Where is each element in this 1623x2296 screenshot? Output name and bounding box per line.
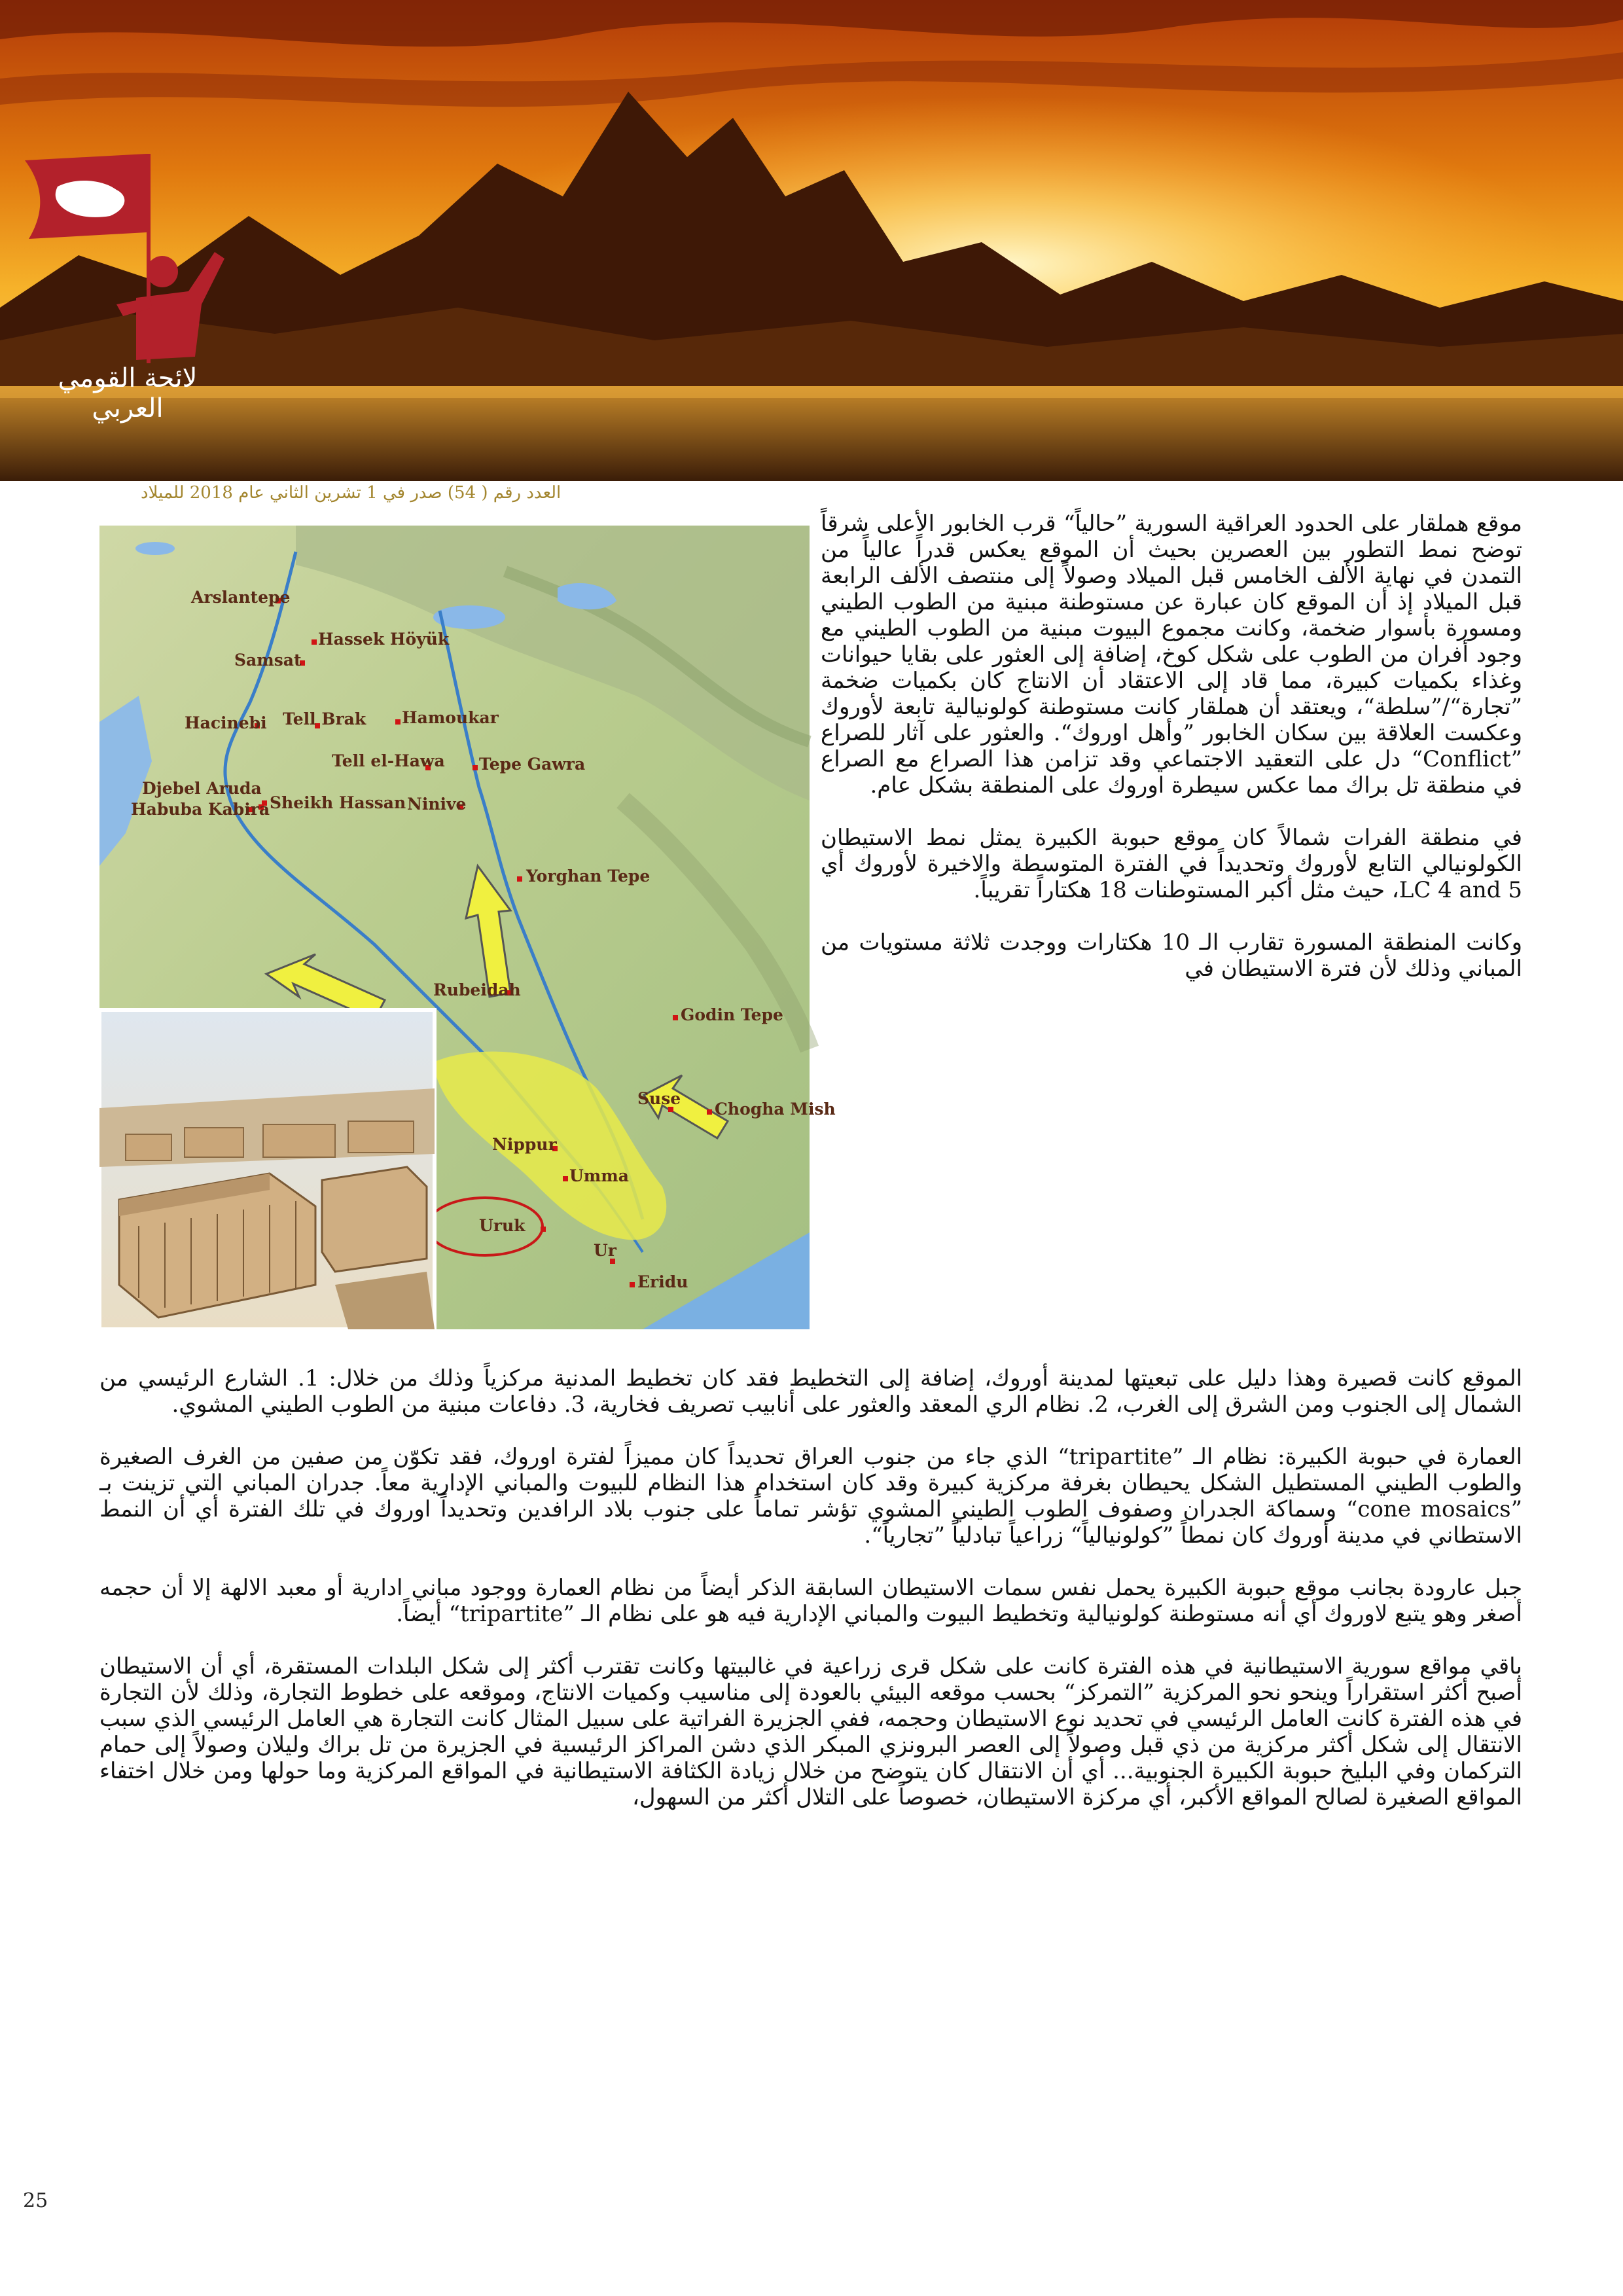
- paragraph: الموقع كانت قصيرة وهذا دليل على تبعيتها لمدينة أوروك، إضافة إلى التخطيط فقد كان تخطيط المدنية مركزياً وذلك من خلال: 1. الشارع الرئيسي من الشمال إلى الجنوب ومن الشرق إلى الغرب، 2. نظام الري المعقد والعثور على أنابيب تصريف فخارية، 3. دفاعات مبنية من الطوب الطيني المشوي.: [99, 1365, 1523, 1418]
- map-label: Sheikh Hassan: [270, 793, 406, 812]
- paragraph: العمارة في حبوبة الكبيرة: نظام الـ ”tripartite“ الذي جاء من جنوب العراق تحديداً كان مميزاً لفترة اوروك، فقد تكوّن من صفين من الغرف الصغيرة والطوب الطيني المستطيل الشكل يحيطان بغرفة مركزية كبيرة وقد كان استخدام هذا النظام للبيوت والمباني الإدارية معاً. جدران المباني التي تزينت بـ ”cone mosaics“ وسماكة الجدران وصفوف الطوب الطيني المشوي تؤشر تماماً على جنوب بلاد الرافدين وتحديداً اوروك في تلك الفترة أي أن النمط الاستطاني في مدينة أوروك كان نمطاً ”كولونيالياً“ زراعياً تبادلياً ”تجارياً“.: [99, 1444, 1523, 1549]
- map-label: Djebel Aruda: [142, 779, 262, 798]
- map-label: Umma: [569, 1166, 629, 1185]
- map-label: Samsat: [234, 651, 302, 670]
- article-full-width: [99, 1365, 1522, 1837]
- map-label: Habuba Kabira: [131, 800, 270, 819]
- map-label: Eridu: [637, 1272, 688, 1291]
- map-label: Uruk: [479, 1216, 526, 1235]
- page-number: 25: [23, 2189, 48, 2212]
- header-banner: [0, 0, 1623, 481]
- map-label: Hamoukar: [402, 708, 499, 727]
- map-label: Hacinebi: [185, 713, 267, 732]
- map-label: Tell Brak: [283, 709, 366, 728]
- map-label: Ur: [594, 1241, 616, 1260]
- paragraph: جبل عارودة بجانب موقع حبوبة الكبيرة يحمل نفس سمات الاستيطان السابقة الذكر أيضاً من نظام العمارة ووجود مباني ادارية أو معبد الالهة إلا أن حجمه أصغر وهو يتبع لاوروك أي أنه مستوطنة كولونيالية وتخطيط البيوت والمباني الإدارية فيه هو على نظام الـ ”tripartite“ أيضاً.: [99, 1575, 1522, 1627]
- map-label: Chogha Mish: [715, 1100, 836, 1119]
- paragraph: في منطقة الفرات شمالاً كان موقع حبوبة الكبيرة يمثل نمط الاستيطان الكولونيالي التابع لأوروك وتحديداً في الفترة المتوسطة والاخيرة لأوروك أي LC 4 and 5، حيث مثل أكبر المستوطنات 18 هكتاراً تقريباً.: [821, 825, 1522, 903]
- map-label: Nippur: [492, 1135, 557, 1154]
- paragraph: موقع هملقار على الحدود العراقية السورية ”حالياً“ قرب الخابور الأعلى شرقاً توضح نمط التطور بين العصرين بحيث أن الموقع يعكس قدراً عالياً من التمدن في نهاية الألف الخامس قبل الميلاد وصولاً إلى منتصف الألف الرابعة قبل الميلاد إذ أن الموقع كان عبارة عن مستوطنة مبنية من الطوب الطيني ومسورة بأسوار ضخمة، وكانت مجموع البيوت مبنية من الطوب الطيني مع وجود أفران من الطوب على شكل كوخ، إضافة إلى العثور على بقايا حيوانات وغذاء بكميات كبيرة، مما قاد إلى الاعتقاد أن الانتاج كان بكميات ضخمة ”تجارة“/”سلطة“، ويعتقد أن هملقار كانت مستوطنة كولونيالية تابعة لأوروك وعكست العلاقة بين سكان الخابور ”وأهل اوروك“. والعثور على آثار للصراع ”Conflict“ دل على التعقيد الاجتماعي وقد تزامن هذا الصراع مع الصراع في منطقة تل براك مما عكس سيطرة اوروك على المنطقة بشكل عام.: [821, 511, 1523, 798]
- logo-text: لائحة القومي العربي: [58, 363, 198, 423]
- paragraph: باقي مواقع سورية الاستيطانية في هذه الفترة كانت على شكل قرى زراعية في غالبيتها وكانت تقترب أكثر إلى شكل البلدات المستقرة، أي أن الاستيطان أصبح أكثر استقراراً وينحو نحو المركزية ”التمركز“ بحسب موقعه البيئي بالعودة إلى مناسيب وكميات الانتاج، وموقعه على خطوط التجارة، وذلك لأن التجارة في هذه الفترة كانت العامل الرئيسي في تحديد نوع الاستيطان وحجمه، ففي الجزيرة الفراتية على سبيل المثال كانت التجارة هي العامل الرئيسي الذي سبب الانتقال إلى شكل أكثر مركزية من ذي قبل وصولاً إلى العصر البرونزي المبكر الذي دشن المراكز الرئيسية في الجزيرة من تل براك وليلان وصولاً إلى حمام التركمان وفي البليخ حبوبة الكبيرة الجنوبية... أي أن الانتقال كان يتوضح من خلال زيادة الكثافة الاستيطانية في المواقع المركزية وما حولها ومن خلال اختفاء المواقع الصغيرة لصالح المواقع الأكبر، أي مركزة الاستيطان، خصوصاً على التلال أكثر من السهول،: [99, 1653, 1523, 1810]
- map-label: Rubeidah: [433, 980, 521, 999]
- map-label: Yorghan Tepe: [526, 867, 651, 886]
- map-label: Hassek Höyük: [318, 630, 450, 649]
- map-label: Godin Tepe: [681, 1005, 783, 1024]
- map-label: Tepe Gawra: [479, 755, 586, 774]
- map-label: Ninive: [407, 795, 467, 814]
- ancient-city-illustration: [99, 1010, 435, 1329]
- paragraph: وكانت المنطقة المسورة تقارب الـ 10 هكتارات ووجدت ثلاثة مستويات من المباني وذلك لأن فترة الاستيطان في: [821, 929, 1522, 982]
- issue-date-line: العدد رقم ( 54) صدر في 1 تشرين الثاني عام 2018 للميلاد: [141, 483, 562, 503]
- map-label: Tell el-Hawa: [332, 751, 445, 770]
- map-label: Arslantepe: [191, 588, 291, 607]
- article-right-column: [821, 511, 1522, 982]
- map-label: Suse: [637, 1089, 681, 1108]
- mountain-sunset-image: [0, 0, 1623, 481]
